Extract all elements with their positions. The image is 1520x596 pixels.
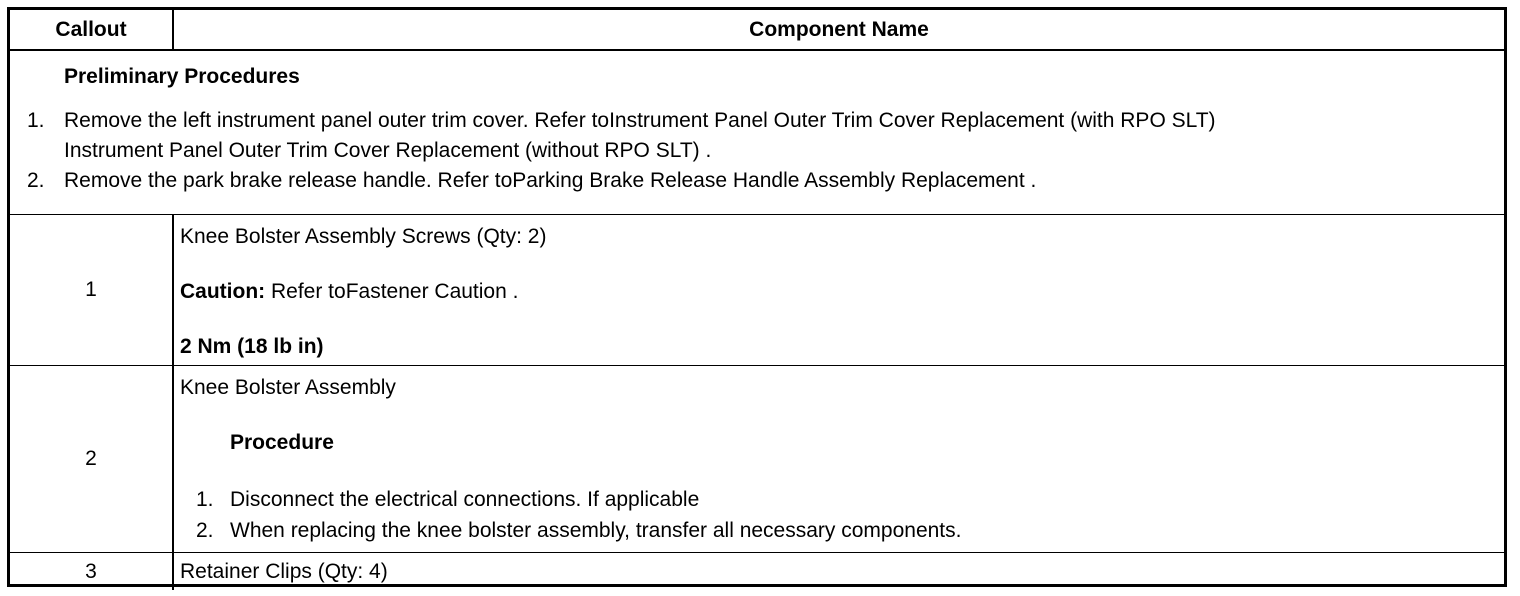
table-row	[10, 215, 1504, 366]
table-row	[10, 366, 1504, 553]
step-number: 2.	[196, 519, 214, 542]
callout-header: Callout	[10, 10, 173, 50]
caution-text: Refer toFastener Caution .	[265, 280, 519, 303]
torque-spec: 2 Nm (18 lb in)	[180, 335, 324, 358]
caution-label: Caution:	[180, 280, 266, 303]
caution-note	[180, 278, 1504, 306]
step-text: Disconnect the electrical connections. If applicable	[230, 488, 700, 511]
header-row	[10, 10, 1504, 50]
step-text-line1: Remove the left instrument panel outer trim cover. Refer toInstrument Panel Outer Trim Cover Replacement (with RPO SLT)	[64, 109, 1216, 132]
preliminary-title: Preliminary Procedures	[64, 65, 300, 88]
component-name: Retainer Clips (Qty: 4)	[180, 560, 388, 583]
step-text-line1: Remove the park brake release handle. Refer toParking Brake Release Handle Assembly Replacement .	[64, 169, 1037, 192]
step-text: When replacing the knee bolster assembly, transfer all necessary components.	[230, 519, 962, 542]
component-name: Knee Bolster Assembly Screws (Qty: 2)	[180, 225, 547, 248]
preliminary-steps	[10, 106, 1504, 196]
component-cell	[173, 215, 1504, 366]
procedure-title: Procedure	[230, 431, 334, 454]
callout-cell: 3	[10, 553, 173, 591]
preliminary-cell	[10, 50, 1504, 215]
component-name-header: Component Name	[173, 10, 1504, 50]
component-name: Knee Bolster Assembly	[180, 376, 396, 399]
component-cell	[173, 366, 1504, 553]
step-number: 1.	[27, 109, 45, 132]
preliminary-step	[10, 166, 1504, 196]
step-number: 2.	[27, 169, 45, 192]
step-text-line2: Instrument Panel Outer Trim Cover Replacement (without RPO SLT) .	[64, 139, 712, 162]
procedure-step	[180, 515, 1504, 546]
procedure-step	[180, 484, 1504, 515]
callout-cell: 1	[10, 215, 173, 366]
callout-cell: 2	[10, 366, 173, 553]
step-number: 1.	[196, 488, 214, 511]
component-table	[10, 10, 1504, 590]
procedure-steps	[180, 484, 1504, 546]
preliminary-row	[10, 50, 1504, 215]
preliminary-step	[10, 106, 1504, 166]
component-cell	[173, 553, 1504, 591]
component-table-frame	[7, 7, 1507, 587]
table-row	[10, 553, 1504, 591]
